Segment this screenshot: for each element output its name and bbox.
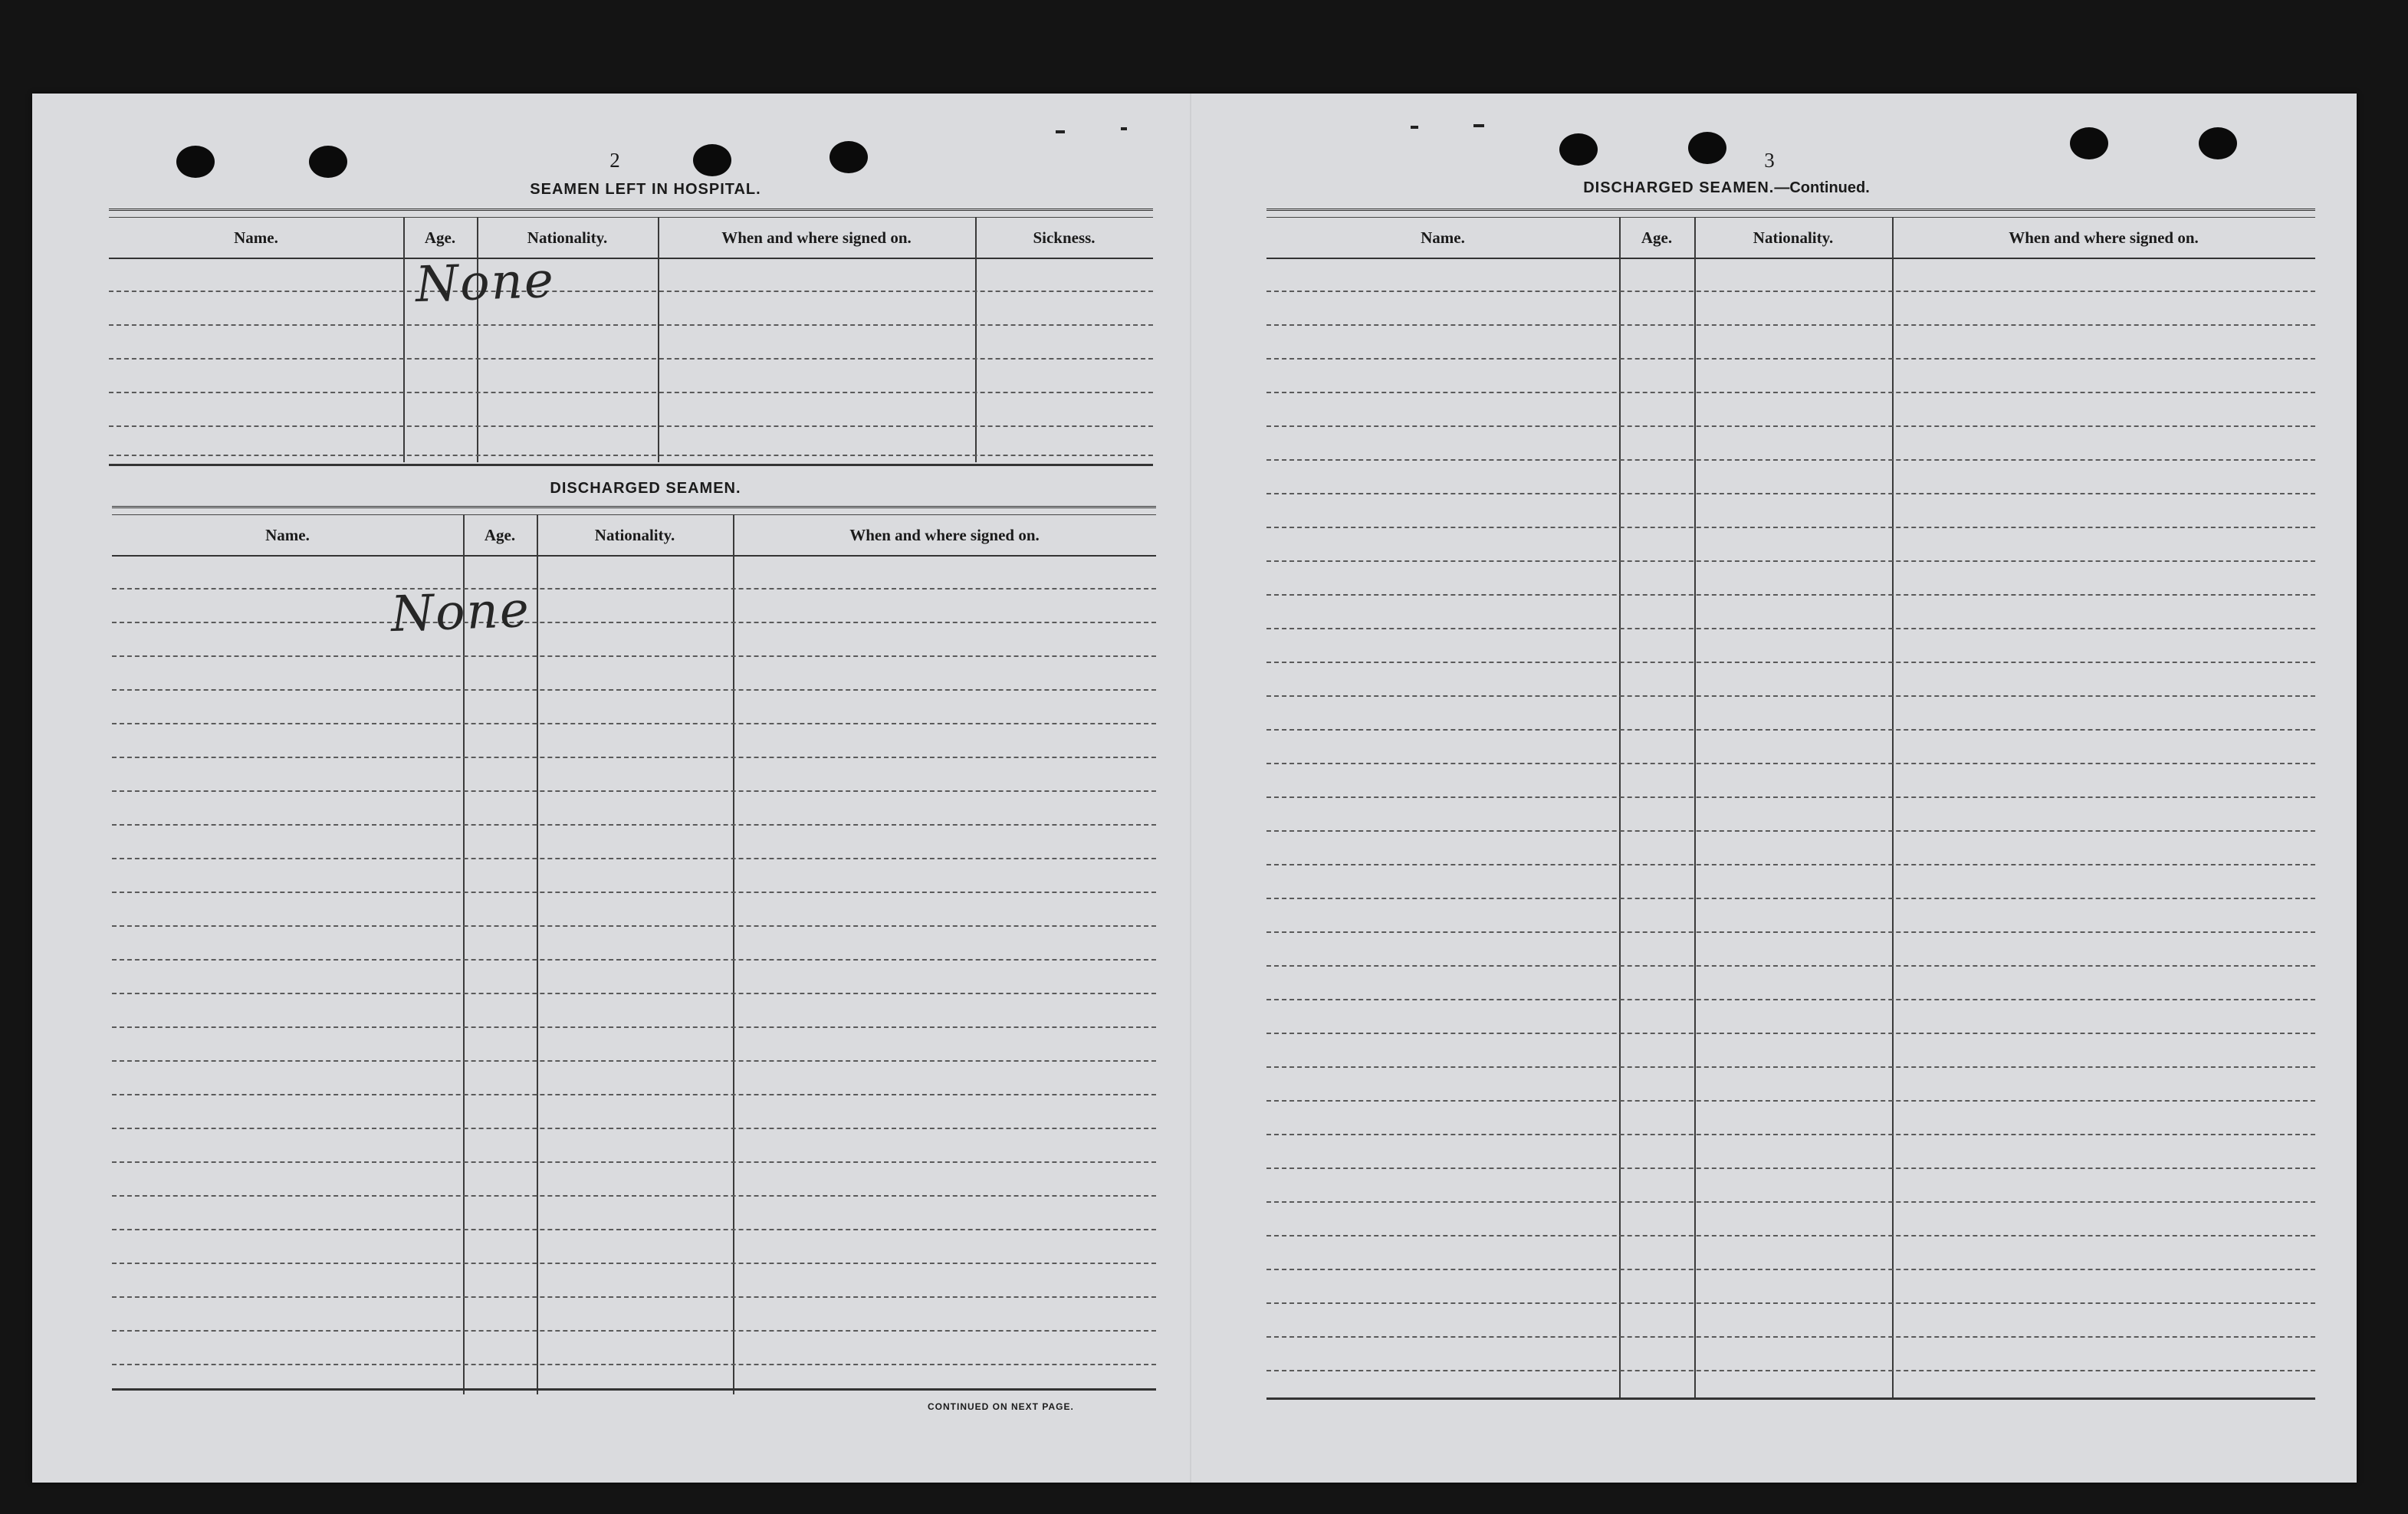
handwritten-none-hospital: None xyxy=(414,251,556,314)
col-signed-on: When and where signed on. xyxy=(721,228,912,247)
hospital-table-header xyxy=(109,217,1153,259)
punch-hole xyxy=(176,146,215,178)
discharged-table-left-bottom xyxy=(112,1388,1156,1391)
continued-suffix: —Continued. xyxy=(1774,179,1870,196)
col-name: Name. xyxy=(265,526,310,544)
discharged-table-right-bottom xyxy=(1266,1397,2315,1400)
col-signed-on: When and where signed on. xyxy=(2009,228,2199,247)
discharged-table-right xyxy=(1266,209,2315,1407)
punch-hole xyxy=(2070,127,2108,159)
column-divider xyxy=(1892,217,1894,1397)
discharged-table-left-header xyxy=(112,514,1156,557)
hospital-section-title: SEAMEN LEFT IN HOSPITAL. xyxy=(530,181,761,198)
col-name: Name. xyxy=(1421,228,1465,247)
col-name: Name. xyxy=(234,228,278,247)
col-sickness: Sickness. xyxy=(1033,228,1096,247)
column-divider xyxy=(1619,217,1621,1397)
punch-hole xyxy=(2199,127,2237,159)
col-nationality: Nationality. xyxy=(527,228,608,247)
punch-hole xyxy=(1688,132,1726,164)
discharged-section-title: DISCHARGED SEAMEN. xyxy=(550,480,741,497)
col-age: Age. xyxy=(424,228,456,247)
page-number-left: 2 xyxy=(609,149,620,172)
col-nationality: Nationality. xyxy=(1753,228,1834,247)
punch-hole xyxy=(1559,133,1598,166)
discharged-continued-label: DISCHARGED SEAMEN. xyxy=(1583,179,1775,196)
col-signed-on: When and where signed on. xyxy=(849,526,1040,544)
handwritten-none-discharged: None xyxy=(389,581,531,644)
col-nationality: Nationality. xyxy=(594,526,675,544)
punch-hole xyxy=(309,146,347,178)
center-fold xyxy=(1190,94,1191,1483)
discharged-table-left xyxy=(112,506,1156,1404)
discharged-continued-title xyxy=(1565,179,1887,197)
hospital-table-bottom xyxy=(109,464,1153,466)
discharged-table-right-header xyxy=(1266,217,2315,259)
continued-note: CONTINUED ON NEXT PAGE. xyxy=(928,1401,1074,1412)
column-divider xyxy=(1694,217,1696,1397)
manifest-sheet xyxy=(32,94,2357,1483)
punch-hole xyxy=(693,144,731,176)
col-age: Age. xyxy=(1641,228,1673,247)
page-number-right: 3 xyxy=(1764,149,1775,172)
punch-hole xyxy=(829,141,868,173)
hospital-table xyxy=(109,209,1153,471)
col-age: Age. xyxy=(484,526,516,544)
